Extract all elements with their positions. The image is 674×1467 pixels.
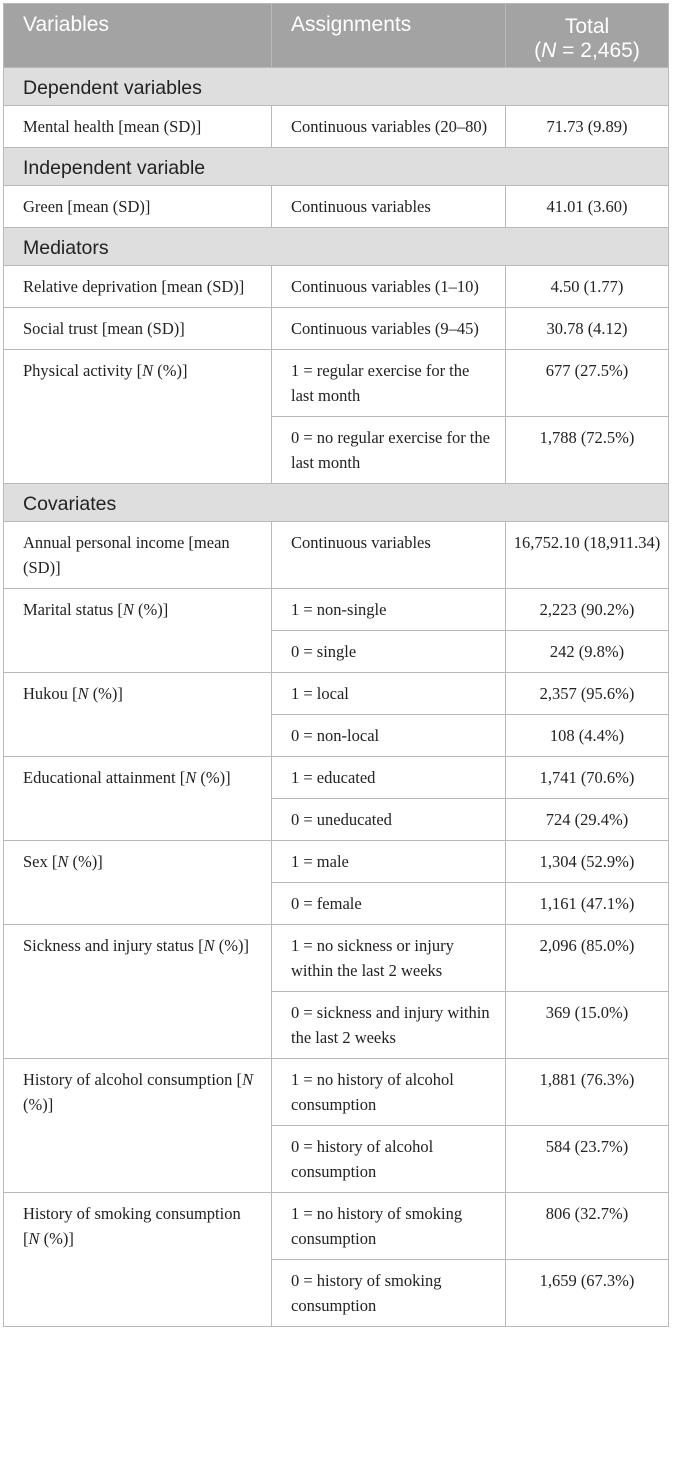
variable-cell: History of smoking consumption [N (%)] bbox=[4, 1193, 272, 1327]
table-row bbox=[4, 186, 669, 228]
section-row bbox=[4, 148, 669, 186]
section-row bbox=[4, 68, 669, 106]
table-row bbox=[4, 1059, 669, 1126]
variable-cell: History of alcohol consumption [N (%)] bbox=[4, 1059, 272, 1193]
total-cell: 2,223 (90.2%) bbox=[506, 589, 669, 631]
assignment-cell: 0 = female bbox=[272, 883, 506, 925]
variable-cell: Marital status [N (%)] bbox=[4, 589, 272, 673]
table-row bbox=[4, 308, 669, 350]
assignment-cell: 0 = uneducated bbox=[272, 799, 506, 841]
total-cell: 584 (23.7%) bbox=[506, 1126, 669, 1193]
total-cell: 1,659 (67.3%) bbox=[506, 1260, 669, 1327]
total-cell: 242 (9.8%) bbox=[506, 631, 669, 673]
assignment-cell: Continuous variables (9–45) bbox=[272, 308, 506, 350]
table-row bbox=[4, 589, 669, 631]
table-row bbox=[4, 350, 669, 417]
assignment-cell: Continuous variables bbox=[272, 186, 506, 228]
assignment-cell: 0 = history of smoking consumption bbox=[272, 1260, 506, 1327]
assignment-cell: 1 = no sickness or injury within the last 2 weeks bbox=[272, 925, 506, 992]
total-cell: 1,741 (70.6%) bbox=[506, 757, 669, 799]
header-variables: Variables bbox=[4, 4, 272, 68]
section-title: Covariates bbox=[4, 484, 669, 522]
assignment-cell: 0 = non-local bbox=[272, 715, 506, 757]
variable-cell: Hukou [N (%)] bbox=[4, 673, 272, 757]
variable-cell: Sickness and injury status [N (%)] bbox=[4, 925, 272, 1059]
total-cell: 1,881 (76.3%) bbox=[506, 1059, 669, 1126]
assignment-cell: 0 = sickness and injury within the last 2 weeks bbox=[272, 992, 506, 1059]
header-row bbox=[4, 4, 669, 68]
table-row bbox=[4, 757, 669, 799]
assignment-cell: Continuous variables (1–10) bbox=[272, 266, 506, 308]
section-row bbox=[4, 228, 669, 266]
variables-table bbox=[3, 3, 669, 1327]
total-cell: 724 (29.4%) bbox=[506, 799, 669, 841]
section-title: Mediators bbox=[4, 228, 669, 266]
total-cell: 16,752.10 (18,911.34) bbox=[506, 522, 669, 589]
table-row bbox=[4, 522, 669, 589]
total-cell: 677 (27.5%) bbox=[506, 350, 669, 417]
variable-cell: Mental health [mean (SD)] bbox=[4, 106, 272, 148]
assignment-cell: 1 = educated bbox=[272, 757, 506, 799]
header-total-line2: (N = 2,465) bbox=[534, 39, 640, 62]
assignment-cell: 0 = history of alcohol consumption bbox=[272, 1126, 506, 1193]
assignment-cell: 1 = local bbox=[272, 673, 506, 715]
assignment-cell: 1 = no history of smoking consumption bbox=[272, 1193, 506, 1260]
assignment-cell: Continuous variables bbox=[272, 522, 506, 589]
assignment-cell: 1 = no history of alcohol consumption bbox=[272, 1059, 506, 1126]
total-cell: 41.01 (3.60) bbox=[506, 186, 669, 228]
variable-cell: Social trust [mean (SD)] bbox=[4, 308, 272, 350]
total-cell: 71.73 (9.89) bbox=[506, 106, 669, 148]
variable-cell: Sex [N (%)] bbox=[4, 841, 272, 925]
total-cell: 30.78 (4.12) bbox=[506, 308, 669, 350]
variable-cell: Physical activity [N (%)] bbox=[4, 350, 272, 484]
header-assignments: Assignments bbox=[272, 4, 506, 68]
header-total bbox=[506, 4, 669, 68]
assignment-cell: 1 = non-single bbox=[272, 589, 506, 631]
table-row bbox=[4, 106, 669, 148]
section-title: Dependent variables bbox=[4, 68, 669, 106]
header-total-line1: Total bbox=[564, 15, 610, 38]
table-body bbox=[4, 68, 669, 1327]
total-cell: 108 (4.4%) bbox=[506, 715, 669, 757]
table-row bbox=[4, 925, 669, 992]
table-row bbox=[4, 1193, 669, 1260]
total-cell: 2,357 (95.6%) bbox=[506, 673, 669, 715]
total-cell: 2,096 (85.0%) bbox=[506, 925, 669, 992]
table-row bbox=[4, 673, 669, 715]
assignment-cell: 0 = single bbox=[272, 631, 506, 673]
variable-cell: Green [mean (SD)] bbox=[4, 186, 272, 228]
total-cell: 806 (32.7%) bbox=[506, 1193, 669, 1260]
assignment-cell: 1 = regular exercise for the last month bbox=[272, 350, 506, 417]
total-cell: 1,788 (72.5%) bbox=[506, 417, 669, 484]
table-row bbox=[4, 266, 669, 308]
table-row bbox=[4, 841, 669, 883]
section-row bbox=[4, 484, 669, 522]
variable-cell: Annual personal income [mean (SD)] bbox=[4, 522, 272, 589]
assignment-cell: 1 = male bbox=[272, 841, 506, 883]
assignment-cell: Continuous variables (20–80) bbox=[272, 106, 506, 148]
assignment-cell: 0 = no regular exercise for the last month bbox=[272, 417, 506, 484]
total-cell: 1,161 (47.1%) bbox=[506, 883, 669, 925]
variable-cell: Educational attainment [N (%)] bbox=[4, 757, 272, 841]
total-cell: 1,304 (52.9%) bbox=[506, 841, 669, 883]
section-title: Independent variable bbox=[4, 148, 669, 186]
total-cell: 4.50 (1.77) bbox=[506, 266, 669, 308]
total-cell: 369 (15.0%) bbox=[506, 992, 669, 1059]
variable-cell: Relative deprivation [mean (SD)] bbox=[4, 266, 272, 308]
